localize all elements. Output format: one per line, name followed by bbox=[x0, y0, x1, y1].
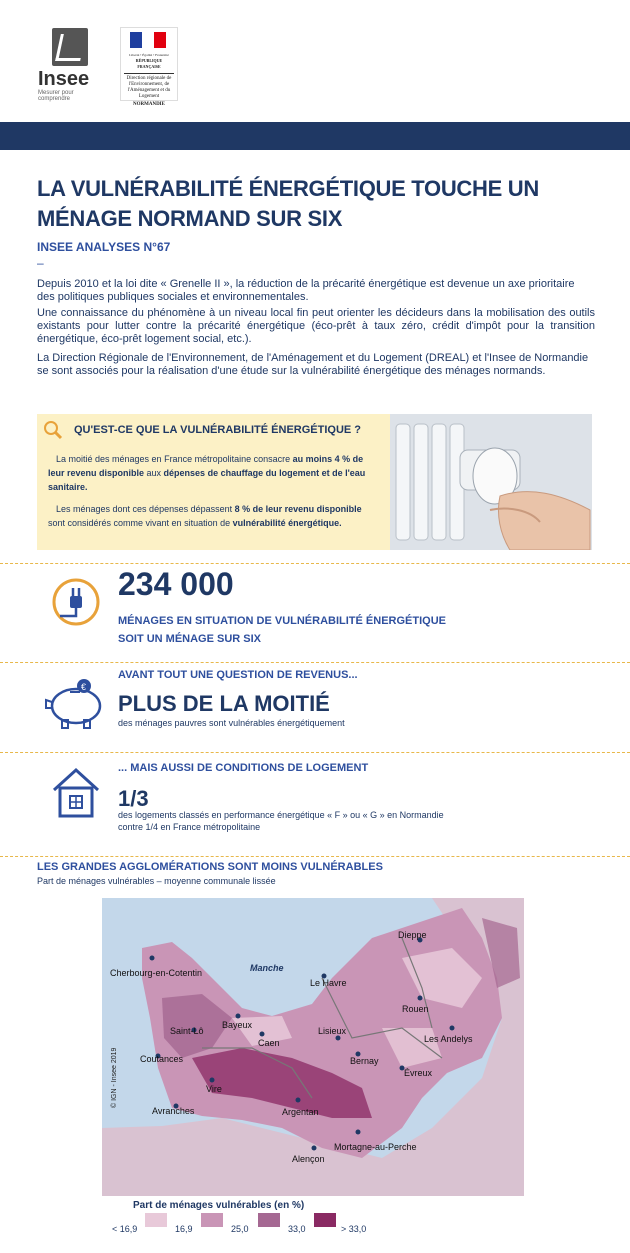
legend-swatch bbox=[258, 1213, 280, 1227]
city-label: Alençon bbox=[292, 1154, 325, 1164]
section-value: 1/3 bbox=[118, 786, 149, 811]
svg-text:€: € bbox=[81, 682, 87, 692]
page-title: LA VULNÉRABILITÉ ÉNERGÉTIQUE TOUCHE UN MÉNAGE NORMAND SUR SIX bbox=[37, 176, 539, 231]
city-label: Rouen bbox=[402, 1004, 429, 1014]
republique-francaise-logo bbox=[120, 27, 178, 107]
map-subtitle: Part de ménages vulnérables – moyenne communale lissée bbox=[37, 876, 276, 886]
section-caption: des logements classés en performance énergétique « F » ou « G » en Normandie contre 1/4 en France métropolitaine bbox=[118, 810, 444, 832]
city-label: Argentan bbox=[282, 1107, 319, 1117]
legend-swatch bbox=[201, 1213, 223, 1227]
city-label: Bernay bbox=[350, 1056, 379, 1066]
city-label: Le Havre bbox=[310, 978, 347, 988]
legend-label: 16,9 bbox=[175, 1224, 193, 1234]
rf-text: Liberté • Égalité • Fraternité RÉPUBLIQUE FRANÇAISE Direction régionale de l'Environnement, de l'Aménagement et du Logement NORMANDIE bbox=[124, 52, 174, 108]
header-band bbox=[0, 122, 630, 150]
section-value: PLUS DE LA MOITIÉ bbox=[118, 691, 330, 716]
map-title: LES GRANDES AGGLOMÉRATIONS SONT MOINS VULNÉRABLES bbox=[37, 861, 383, 873]
intro-text bbox=[37, 278, 595, 381]
dashed-separator bbox=[0, 563, 630, 564]
insee-tagline: Mesurer pour comprendre bbox=[38, 90, 74, 102]
section-heading: ... MAIS AUSSI DE CONDITIONS DE LOGEMENT bbox=[118, 762, 369, 774]
insee-name: Insee bbox=[38, 68, 90, 90]
city-label: Vire bbox=[206, 1084, 222, 1094]
city-label: Mortagne-au-Perche bbox=[334, 1142, 417, 1152]
dashed-separator bbox=[0, 856, 630, 857]
normandy-map bbox=[102, 898, 524, 1196]
city-label: Coutances bbox=[140, 1054, 184, 1064]
search-magnifier-icon bbox=[43, 420, 63, 440]
definition-text: La moitié des ménages en France métropolitaine consacre au moins 4 % de leur revenu disponible aux dépenses de chauffage du logement et de l'eau sanitaire. Les ménages dont ces dépenses dépassent 8 % de leur revenu disponible sont considérés comme vivant en situation de vulnérabilité énergétique. bbox=[48, 454, 366, 528]
publication-number: INSEE ANALYSES N°67 bbox=[37, 240, 171, 254]
intro-paragraph: Depuis 2010 et la loi dite « Grenelle II », la réduction de la précarité énergétique est devenue un axe prioritaire des politiques publiques sociales et environnementales. bbox=[37, 278, 575, 303]
legend-swatch bbox=[145, 1213, 167, 1227]
kpi-value: 234 000 bbox=[118, 566, 234, 602]
kpi-label: MÉNAGES EN SITUATION DE VULNÉRABILITÉ ÉNERGÉTIQUE SOIT UN MÉNAGE SUR SIX bbox=[118, 615, 446, 645]
city-label: Les Andelys bbox=[424, 1034, 473, 1044]
sea-label: Manche bbox=[250, 963, 284, 973]
legend-swatch bbox=[314, 1213, 336, 1227]
section-caption: des ménages pauvres sont vulnérables énergétiquement bbox=[118, 718, 345, 728]
section-heading: AVANT TOUT UNE QUESTION DE REVENUS... bbox=[118, 669, 358, 681]
city-label: Avranches bbox=[152, 1106, 195, 1116]
radiator-photo bbox=[390, 414, 592, 550]
intro-paragraph: Une connaissance du phénomène à un niveau local fin peut orienter les décideurs dans la mobilisation des outils existants pour lutter contre la précarité énergétique (éco-prêt à taux zéro, crédit d'impôt pour la transition énergétique, éco-prêt logement social, etc.). bbox=[37, 307, 595, 345]
city-label: Dieppe bbox=[398, 930, 427, 940]
city-label: Caen bbox=[258, 1038, 280, 1048]
electric-plug-icon bbox=[50, 574, 106, 630]
city-label: Bayeux bbox=[222, 1020, 253, 1030]
legend-label: > 33,0 bbox=[341, 1224, 367, 1234]
city-label: Évreux bbox=[404, 1068, 433, 1078]
dash-separator: – bbox=[37, 256, 44, 270]
legend-label: < 16,9 bbox=[112, 1224, 138, 1234]
definition-title: QU'EST-CE QUE LA VULNÉRABILITÉ ÉNERGÉTIQUE ? bbox=[74, 424, 362, 436]
intro-paragraph: La Direction Régionale de l'Environnement, de l'Aménagement et du Logement (DREAL) et l'Insee de Normandie se sont associés pour la réalisation d'une étude sur la vulnérabilité énergétique des ménages normands. bbox=[37, 352, 589, 377]
legend-title: Part de ménages vulnérables (en %) bbox=[133, 1200, 305, 1211]
dashed-separator bbox=[0, 662, 630, 663]
city-label: Lisieux bbox=[318, 1026, 347, 1036]
legend-label: 25,0 bbox=[231, 1224, 249, 1234]
map-copyright: © IGN - Insee 2019 bbox=[111, 1047, 118, 1108]
dashed-separator bbox=[0, 752, 630, 753]
house-icon bbox=[50, 764, 106, 820]
city-label: Saint-Lô bbox=[170, 1026, 204, 1036]
piggy-bank-icon bbox=[44, 676, 108, 732]
legend-label: 33,0 bbox=[288, 1224, 306, 1234]
insee-logo bbox=[30, 28, 100, 102]
city-label: Cherbourg-en-Cotentin bbox=[110, 968, 203, 978]
french-flag-icon bbox=[130, 32, 168, 48]
insee-mark-icon bbox=[52, 28, 88, 66]
